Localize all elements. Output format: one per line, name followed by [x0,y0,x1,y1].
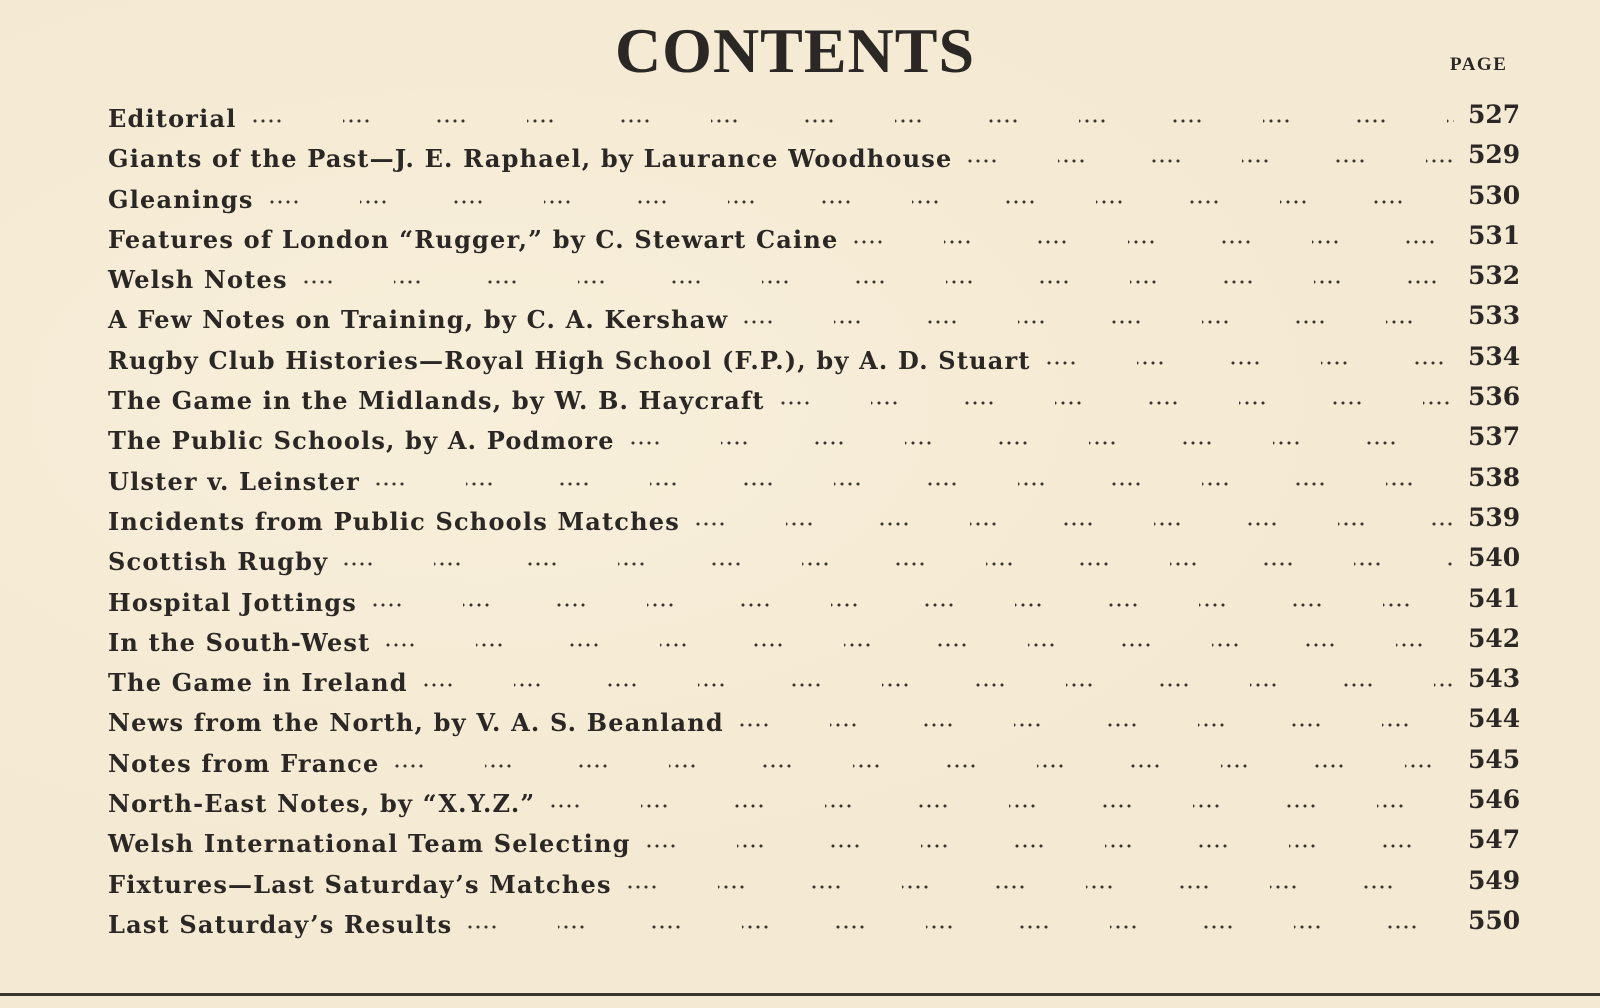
dot-leader [742,299,1454,333]
toc-entry-page: 537 [1468,422,1521,452]
toc-entry-page: 538 [1468,462,1521,492]
toc-entry-page: 545 [1468,744,1521,774]
toc-entry-page: 546 [1468,785,1521,815]
toc-entry [108,702,1528,742]
toc-entry-page: 540 [1468,543,1521,573]
toc-entry-title: Welsh International Team Selecting [108,829,631,859]
toc-entry-title: Hospital Jottings [108,587,357,617]
toc-entry [108,904,1528,944]
toc-entry [108,662,1528,702]
dot-leader [371,582,1454,616]
toc-entry-title: News from the North, by V. A. S. Beanland [108,708,724,738]
toc-entry [108,259,1528,299]
toc-entry [108,461,1528,501]
page-column-label: PAGE [1450,54,1508,75]
dot-leader [1045,340,1454,374]
dot-leader [629,420,1454,454]
dot-leader [966,138,1454,172]
dot-leader [384,622,1454,656]
toc-entry [108,582,1528,622]
toc-entry-title: Giants of the Past—J. E. Raphael, by Laurance Woodhouse [108,144,953,174]
toc-entry-title: Incidents from Public Schools Matches [108,506,680,536]
toc-entry-page: 533 [1468,301,1521,331]
dot-leader [268,179,1454,213]
toc-entry-page: 531 [1468,220,1521,250]
toc-entry [108,743,1528,783]
table-of-contents [108,98,1528,944]
dot-leader [342,541,1454,575]
toc-entry-title: The Game in the Midlands, by W. B. Haycraft [108,386,765,416]
dot-leader [466,904,1454,938]
toc-entry-title: The Game in Ireland [108,668,408,698]
toc-entry-page: 549 [1468,865,1521,895]
toc-entry-title: Features of London “Rugger,” by C. Stewart Caine [108,224,839,254]
toc-entry-page: 529 [1468,140,1521,170]
page-title: CONTENTS [614,15,976,86]
toc-entry-title: Notes from France [108,748,380,778]
toc-entry-page: 547 [1468,825,1521,855]
toc-entry [108,219,1528,259]
toc-entry [108,823,1528,863]
toc-entry-title: In the South-West [108,627,371,657]
toc-entry-title: Scottish Rugby [108,547,329,577]
bottom-rule [0,993,1600,996]
toc-entry [108,783,1528,823]
toc-entry-page: 550 [1468,905,1521,935]
dot-leader [422,662,1454,696]
toc-entry [108,541,1528,581]
dot-leader [393,743,1454,777]
toc-entry [108,340,1528,380]
toc-entry [108,380,1528,420]
toc-entry-page: 530 [1468,180,1521,210]
dot-leader [779,380,1454,414]
dot-leader [549,783,1454,817]
toc-entry [108,864,1528,904]
toc-entry-page: 544 [1468,704,1521,734]
toc-entry-title: Editorial [108,104,237,133]
toc-entry [108,420,1528,460]
dot-leader [738,702,1454,736]
dot-leader [374,461,1454,495]
toc-entry-page: 536 [1468,382,1521,412]
dot-leader [694,501,1454,535]
toc-entry-page: 541 [1468,583,1521,613]
dot-leader [852,219,1454,253]
toc-entry-title: Gleanings [108,184,254,214]
toc-entry-title: The Public Schools, by A. Podmore [108,426,615,456]
toc-entry-title: A Few Notes on Training, by C. A. Kershaw [108,305,729,335]
toc-entry-page: 539 [1468,502,1521,532]
toc-entry-title: North-East Notes, by “X.Y.Z.” [108,789,536,819]
toc-entry [108,138,1528,178]
toc-entry [108,299,1528,339]
toc-entry-page: 534 [1468,341,1521,371]
toc-entry-title: Rugby Club Histories—Royal High School (F.P.), by A. D. Stuart [108,345,1031,375]
dot-leader [626,864,1454,898]
toc-entry-page: 542 [1468,623,1521,653]
toc-entry-page: 527 [1468,100,1521,129]
toc-entry-title: Last Saturday’s Results [108,909,453,939]
toc-entry-title: Welsh Notes [108,265,288,295]
toc-entry [108,622,1528,662]
toc-entry-page: 532 [1468,261,1521,291]
dot-leader [302,259,1454,293]
dot-leader [251,98,1454,132]
toc-entry [108,501,1528,541]
toc-entry-title: Fixtures—Last Saturday’s Matches [108,869,612,899]
toc-entry-title: Ulster v. Leinster [108,466,360,496]
toc-entry-page: 543 [1468,664,1521,694]
toc-entry [108,179,1528,219]
dot-leader [645,823,1454,857]
toc-entry [108,98,1528,138]
